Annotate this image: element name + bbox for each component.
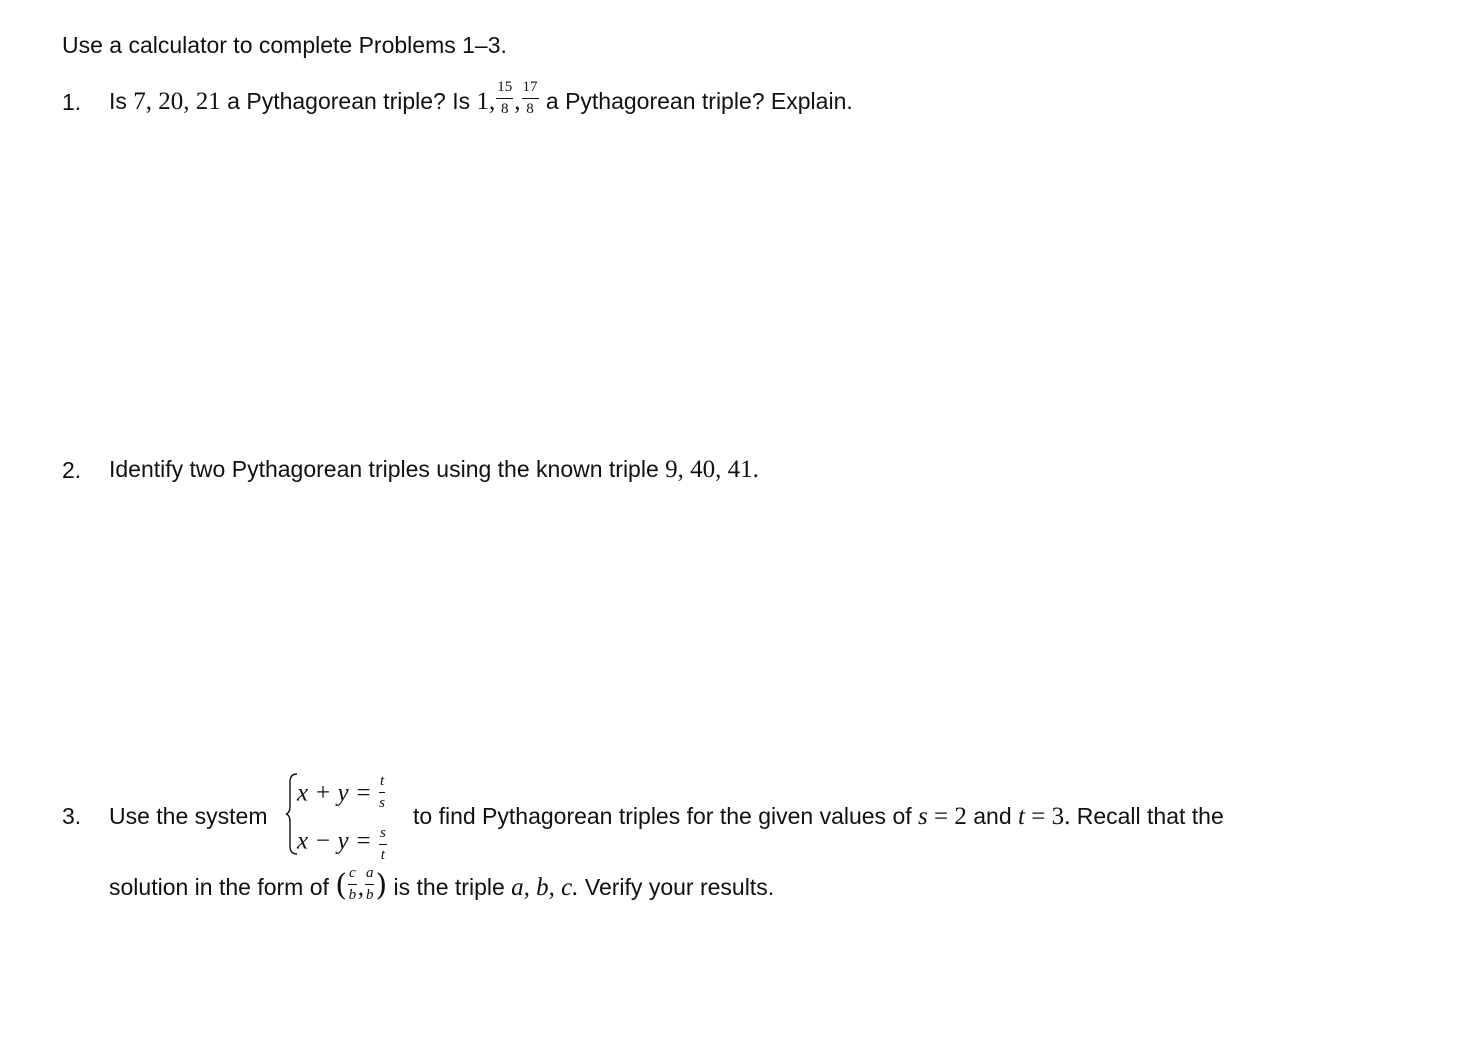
p3-fab-denominator: b (365, 886, 374, 903)
p3-text-line1 (413, 804, 1224, 829)
eq1-numerator: t (379, 774, 385, 793)
problem-2-number: 2. (62, 457, 82, 483)
p1-text-c: a Pythagorean triple? Explain. (539, 88, 853, 114)
eq2-denominator: t (380, 846, 385, 863)
p1-comma: , (514, 88, 521, 115)
eq2-numerator: s (379, 826, 387, 845)
eq1-fraction (379, 774, 385, 812)
p3-text-a: Use the system (109, 803, 268, 829)
p1-text-a: Is (109, 88, 134, 114)
p3-fcb-numerator: c (348, 866, 357, 885)
p2-text-a: Identify two Pythagorean triples using the known triple (109, 456, 666, 482)
eq1-denominator: s (379, 794, 385, 811)
equation-system (285, 768, 415, 863)
eq2-fraction (379, 826, 387, 864)
p3-line2-c: Verify your results. (578, 874, 775, 900)
problem-3-number: 3. (62, 803, 82, 829)
problem-1-number: 1. (62, 89, 82, 115)
p3-fab-numerator: a (365, 866, 375, 885)
p1-triple: 7, 20, 21 (133, 88, 221, 115)
intro-text: Use a calculator to complete Problems 1–3. (62, 32, 507, 58)
right-paren-icon: ) (375, 867, 388, 903)
p3-s-var: s (918, 803, 928, 830)
problem-2-text (109, 457, 759, 482)
eq1-lhs: x + y = (297, 779, 372, 807)
problem-1-text (109, 80, 853, 123)
p1-f2-numerator: 17 (522, 80, 539, 99)
p3-text-line2 (109, 866, 774, 910)
p3-fcb-denominator: b (348, 886, 357, 903)
p3-t-var: t (1018, 803, 1025, 830)
equation-2 (297, 824, 388, 862)
p3-s-val: = 2 (927, 803, 967, 830)
p1-f2-denominator: 8 (526, 100, 534, 117)
p3-text-d: Recall that the (1070, 803, 1224, 829)
p3-line2-a: solution in the form of (109, 874, 336, 900)
p3-line2-b: is the triple (387, 874, 512, 900)
p1-f1-numerator: 15 (496, 80, 513, 99)
p3-fraction-a-b (365, 866, 375, 904)
p1-text-b: a Pythagorean triple? Is (220, 88, 477, 114)
p3-paren-comma: , (357, 874, 364, 901)
eq2-lhs: x − y = (297, 827, 372, 855)
p3-text-c: and (966, 803, 1019, 829)
p1-fraction-2 (522, 80, 539, 118)
p1-one: 1, (476, 88, 496, 115)
p3-t-val: = 3. (1024, 803, 1071, 830)
p2-triple: 9, 40, 41. (665, 456, 759, 483)
p3-text-b: to find Pythagorean triples for the given values of (413, 803, 919, 829)
p1-fraction-1 (496, 80, 513, 118)
p1-f1-denominator: 8 (501, 100, 509, 117)
left-paren-icon: ( (335, 867, 348, 903)
p3-abc: a, b, c. (511, 874, 579, 901)
equation-1 (297, 773, 386, 814)
p3-fraction-c-b (348, 866, 357, 904)
